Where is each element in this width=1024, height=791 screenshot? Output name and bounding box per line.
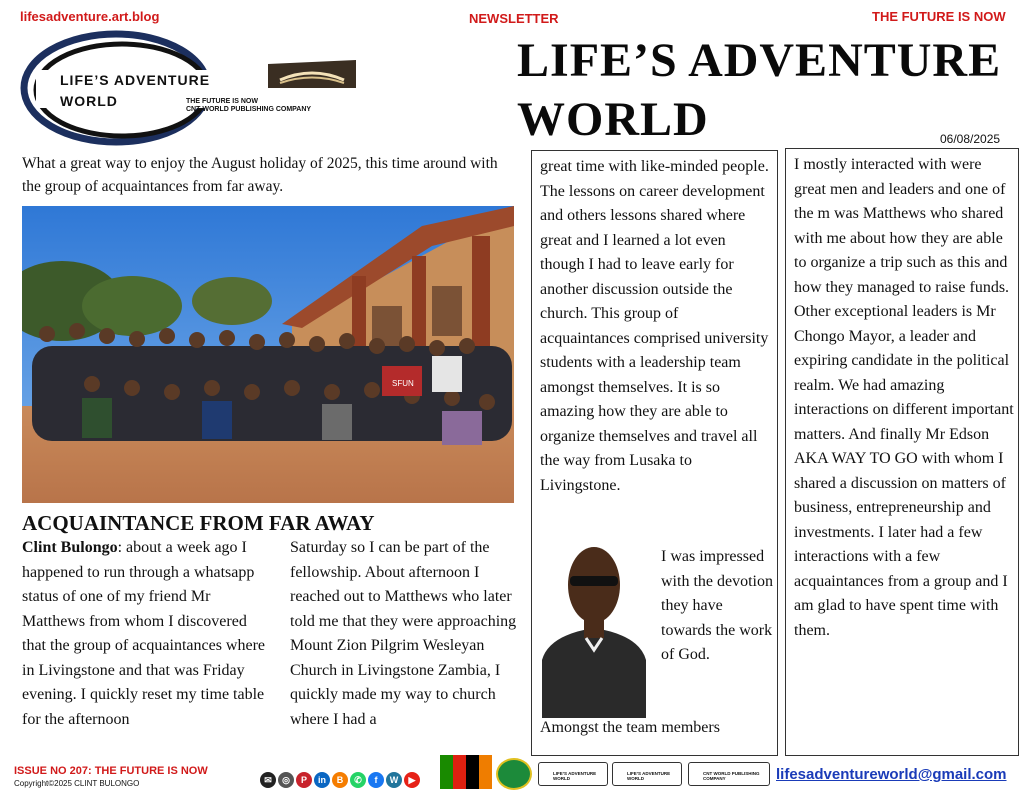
article-column-1	[22, 536, 272, 732]
intro-paragraph: What a great way to enjoy the August holiday of 2025, this time around with the group of acquaintances from far away.	[22, 155, 498, 195]
linkedin-icon[interactable]: in	[314, 772, 330, 788]
logo-line2: WORLD	[60, 93, 118, 109]
blog-url[interactable]: lifesadventure.art.blog	[20, 9, 160, 24]
brand-logo	[18, 30, 368, 150]
social-icons	[260, 770, 422, 788]
copyright: Copyright©2025 CLINT BULONGO	[14, 779, 140, 788]
logo-swoosh-icon	[18, 30, 368, 150]
pinterest-icon[interactable]: P	[296, 772, 312, 788]
issue-number: ISSUE NO 207: THE FUTURE IS NOW	[14, 765, 208, 777]
mini-logo-2: LIFE’S ADVENTURE WORLD	[612, 762, 682, 786]
article-author: Clint Bulongo	[22, 539, 118, 556]
flag-stripe	[453, 755, 466, 789]
wordpress-icon[interactable]: W	[386, 772, 402, 788]
photo-shirt-text: SFUN	[392, 379, 414, 388]
article-column-3-top: great time with like-minded people. The lessons on career development and others lessons shared where great and I learned a lot even though I had to leave early for another discussion outside the church. This group of acquaintances comprised university students with a leadership team amongst themselves. It is so amazing how they are able to organize themselves and travel all the way from Lusaka to Livingstone.	[540, 158, 769, 494]
issue-date: 06/08/2025	[940, 132, 1001, 146]
logo-line1: LIFE’S ADVENTURE	[60, 72, 211, 88]
article-column-1-text: : about a week ago I happened to run through a whatsapp status of one of my friend Mr Matthews from whom I discovered that the group of acquaintances where in Livingstone and that was Friday evening. I quickly reset my time table for the afternoon	[22, 539, 266, 728]
flag-stripe	[479, 755, 492, 789]
youtube-icon[interactable]: ▶	[404, 772, 420, 788]
article-column-2: Saturday so I can be part of the fellowship. About afternoon I reached out to Matthews who later told me that they were approaching Mount Zion Pilgrim Wesleyan Church in Livingstone Zambia, I quickly made my way to church where I had a	[290, 539, 517, 728]
globe-icon	[496, 758, 532, 790]
blogger-icon[interactable]: B	[332, 772, 348, 788]
article-column-3-bottom: Amongst the team members	[540, 719, 720, 736]
section-label: NEWSLETTER	[469, 11, 559, 26]
mini-logo-3: CNT WORLD PUBLISHING COMPANY	[688, 762, 770, 786]
logo-sub2: CNT WORLD PUBLISHING COMPANY	[186, 106, 312, 113]
article-column-4: I mostly interacted with were great men and leaders and one of the m was Matthews who shared with me about how they are able to organize a trip such as this and how they managed to raise funds. Other exceptional leaders is Mr Chongo Mayor, a leader and expiring candidate in the political realm. We had amazing interactions on different important matters. And finally Mr Edson AKA WAY TO GO with whom I shared a discussion on matters of business, entrepreneurship and investments. I later had a few interactions with a few acquaintances from a group and I am glad to have spent time with them.	[794, 156, 1014, 639]
author-portrait	[534, 540, 654, 718]
masthead-title-line2: WORLD	[517, 93, 709, 146]
facebook-icon[interactable]: f	[368, 772, 384, 788]
tagline: THE FUTURE IS NOW	[872, 9, 1006, 24]
logo-sub1: THE FUTURE IS NOW	[186, 98, 258, 105]
flag-stripe	[466, 755, 479, 789]
article-column-3-side: I was impressed with the devotion they have towards the work of God.	[661, 548, 773, 663]
mini-logo-1: LIFE’S ADVENTURE WORLD	[538, 762, 608, 786]
author-portrait-image	[534, 540, 654, 718]
group-photo-image	[22, 206, 514, 503]
masthead-title-line1: LIFE’S ADVENTURE	[517, 34, 1002, 87]
instagram-icon[interactable]: ◎	[278, 772, 294, 788]
contact-email-link[interactable]: lifesadventureworld@gmail.com	[776, 766, 1007, 783]
zambia-flag-icon	[440, 755, 492, 789]
flag-stripe	[440, 755, 453, 789]
article-headline: ACQUAINTANCE FROM FAR AWAY	[22, 511, 375, 535]
email-icon[interactable]: ✉	[260, 772, 276, 788]
whatsapp-icon[interactable]: ✆	[350, 772, 366, 788]
group-photo	[22, 206, 514, 503]
